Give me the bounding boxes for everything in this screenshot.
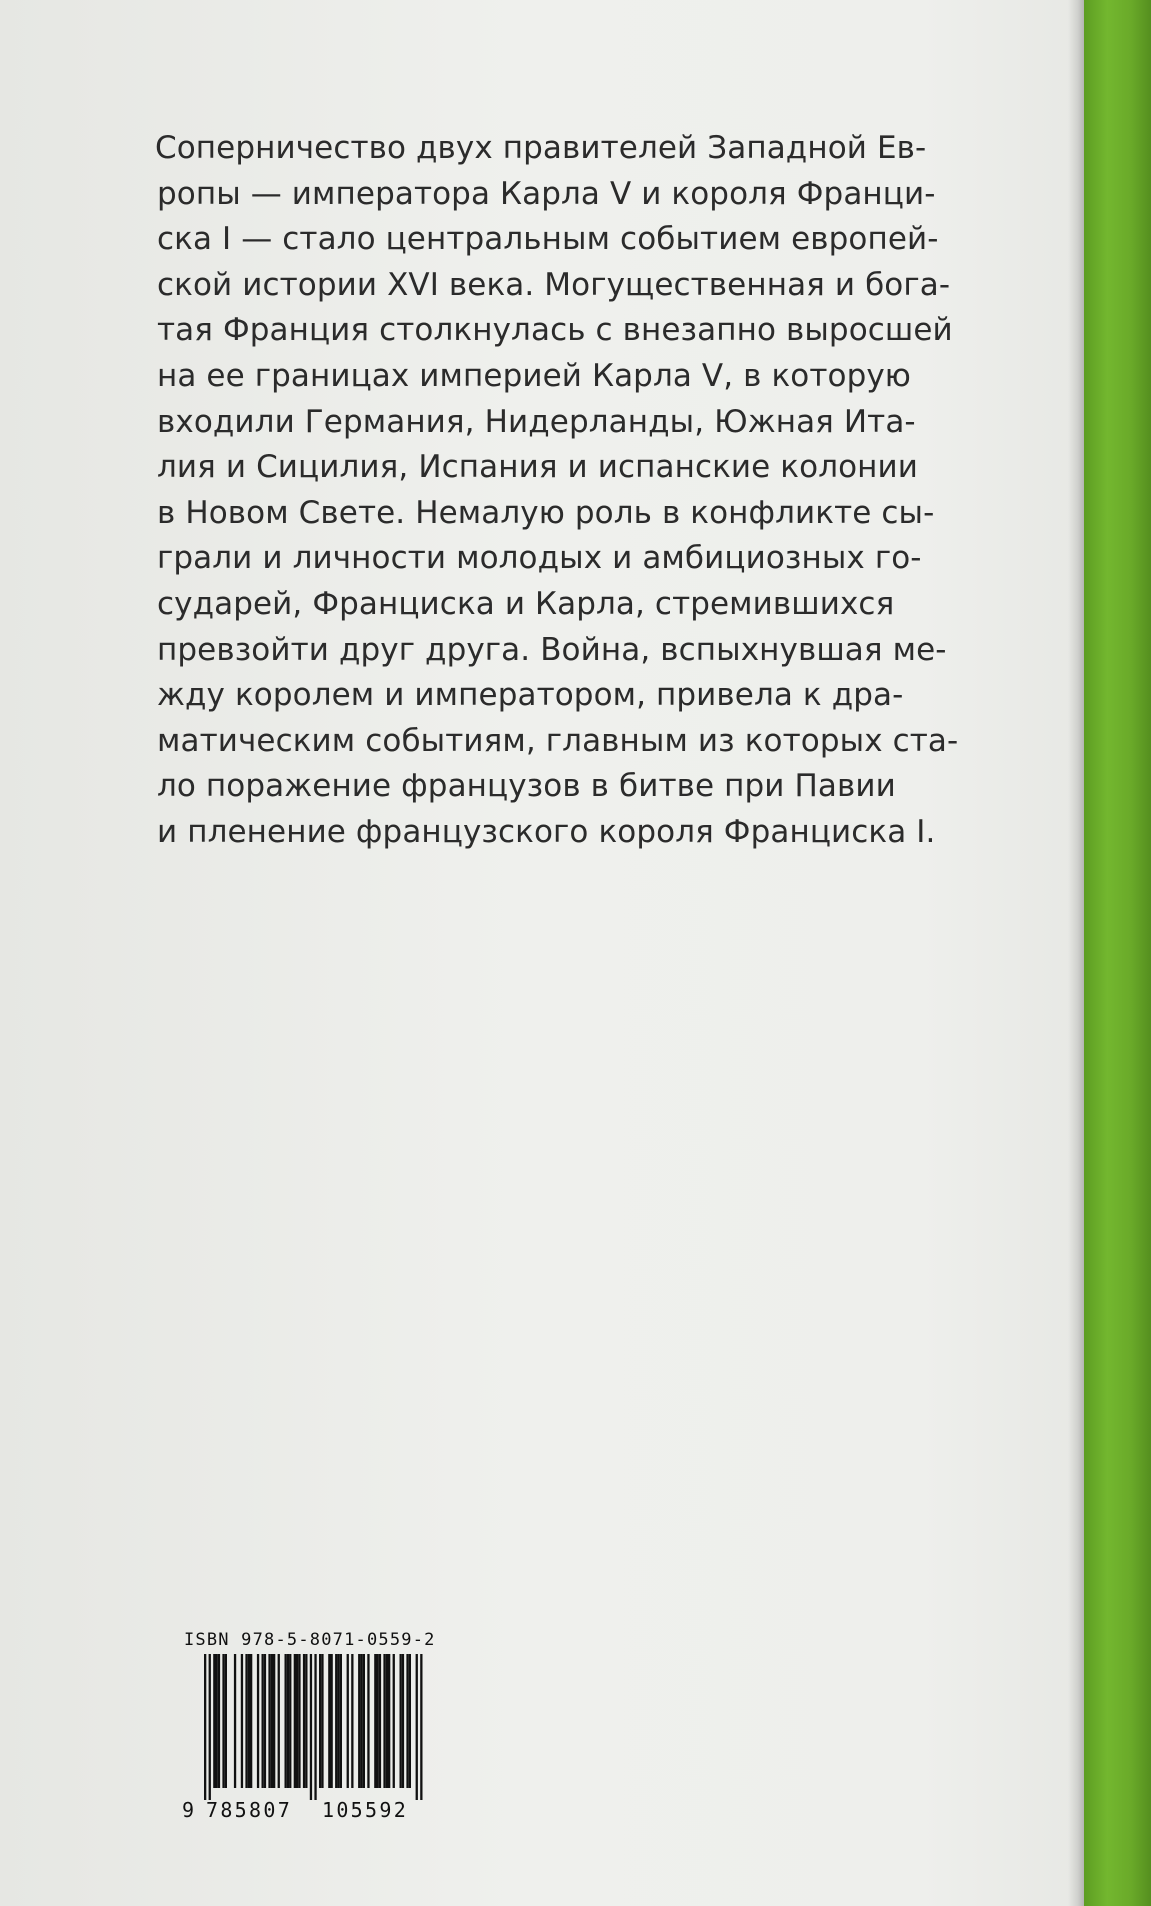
barcode-bar: [340, 1654, 342, 1788]
book-description: [155, 126, 959, 856]
barcode-bar: [285, 1654, 287, 1788]
description-line: Соперничество двух правителей Западной Ев-: [155, 130, 927, 166]
barcode-guard-bar: [416, 1654, 418, 1800]
description-line: грали и личности молодых и амбициозных го-: [157, 540, 922, 577]
barcode-bar: [245, 1654, 247, 1788]
spine-shadow: [1068, 0, 1084, 1906]
barcode-bar: [271, 1654, 273, 1788]
barcode-bar: [351, 1654, 353, 1788]
description-line: ской истории XVI века. Могущественная и бога-: [157, 266, 951, 303]
barcode-bar: [360, 1654, 362, 1788]
barcode-bar: [225, 1654, 227, 1788]
barcode-bar: [406, 1654, 408, 1788]
barcode-guard-bar: [204, 1654, 206, 1800]
barcode-bar: [216, 1654, 218, 1788]
barcode-bar: [262, 1654, 264, 1788]
barcode-bar: [347, 1654, 349, 1788]
barcode-guard-bar: [310, 1654, 312, 1800]
barcode-guard-bar: [209, 1654, 211, 1800]
barcode-bar: [264, 1654, 266, 1788]
barcode-bar: [400, 1654, 402, 1788]
barcode-bar: [321, 1654, 323, 1788]
barcode-graphic: [182, 1654, 440, 1800]
description-line: матическим событиям, главным из которых ста-: [157, 722, 959, 759]
isbn-barcode-block: [182, 1630, 440, 1830]
barcode-bar: [402, 1654, 404, 1788]
barcode-bar: [268, 1654, 270, 1788]
description-line: сударей, Франциска и Карла, стремившихся: [157, 585, 895, 622]
barcode-bar: [374, 1654, 376, 1788]
description-line: превзойти друг друга. Война, вспыхнувшая ме-: [157, 631, 947, 668]
barcode-bar: [367, 1654, 369, 1788]
barcode-digits-left: 785807: [206, 1798, 293, 1822]
description-line: ло поражение французов в битве при Павии: [157, 768, 896, 805]
barcode-bar: [289, 1654, 291, 1788]
barcode-bar: [294, 1654, 296, 1788]
barcode-bar: [218, 1654, 220, 1788]
barcode-bar: [409, 1654, 411, 1788]
barcode-bar: [222, 1654, 224, 1788]
barcode-bar: [388, 1654, 390, 1788]
isbn-label: ISBN 978-5-8071-0559-2: [184, 1630, 436, 1650]
barcode-bar: [331, 1654, 333, 1788]
barcode-guard-bar: [420, 1654, 422, 1800]
barcode-bar: [393, 1654, 395, 1788]
barcode-bar: [358, 1654, 360, 1788]
barcode-bar: [305, 1654, 307, 1788]
barcode-bar: [383, 1654, 385, 1788]
barcode-bar: [278, 1654, 280, 1788]
description-line: ропы — императора Карла V и короля Франци-: [157, 175, 936, 212]
barcode-bar: [303, 1654, 305, 1788]
barcode-guard-bar: [314, 1654, 316, 1800]
barcode-bar: [250, 1654, 252, 1788]
barcode-bar: [386, 1654, 388, 1788]
barcode-bar: [319, 1654, 321, 1788]
barcode-digit-first: 9: [182, 1798, 195, 1822]
green-spine: [1084, 0, 1151, 1906]
description-line: ска I — стало центральным событием европей-: [157, 221, 939, 258]
barcode-bar: [273, 1654, 275, 1788]
barcode-bar: [363, 1654, 365, 1788]
barcode-bar: [234, 1654, 236, 1788]
barcode-bar: [377, 1654, 379, 1788]
barcode-bar: [379, 1654, 381, 1788]
barcode-bar: [298, 1654, 300, 1788]
barcode-bar: [248, 1654, 250, 1788]
barcode-bar: [328, 1654, 330, 1788]
description-line: в Новом Свете. Немалую роль в конфликте сы-: [157, 494, 935, 531]
description-line: жду королем и императором, привела к дра-: [157, 677, 904, 714]
barcode-bar: [241, 1654, 243, 1788]
description-line: тая Франция столкнулась с внезапно выросшей: [157, 312, 953, 349]
description-line: лия и Сицилия, Испания и испанские колонии: [157, 449, 919, 486]
description-line: и пленение французского короля Франциска I.: [157, 813, 936, 850]
barcode-bar: [287, 1654, 289, 1788]
barcode-digits-right: 105592: [322, 1798, 409, 1822]
barcode-bar: [335, 1654, 337, 1788]
barcode-bar: [213, 1654, 215, 1788]
barcode-bar: [296, 1654, 298, 1788]
description-line: входили Германия, Нидерланды, Южная Ита-: [157, 403, 916, 440]
barcode-bar: [337, 1654, 339, 1788]
description-line: на ее границах империей Карла V, в которую: [157, 357, 911, 394]
barcode-bar: [257, 1654, 259, 1788]
